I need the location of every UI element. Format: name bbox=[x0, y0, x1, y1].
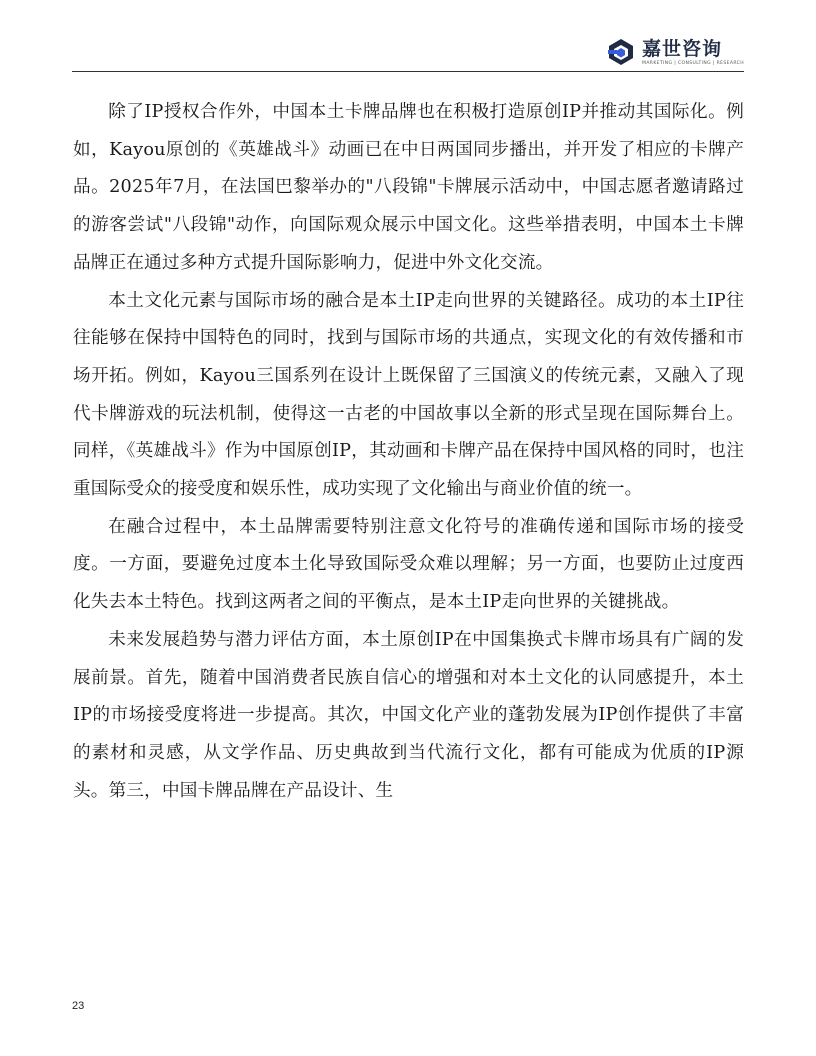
page-header bbox=[72, 28, 744, 72]
paragraph: 未来发展趋势与潜力评估方面，本土原创IP在中国集换式卡牌市场具有广阔的发展前景。首先，随着中国消费者民族自信心的增强和对本土文化的认同感提升，本土IP的市场接受度将进一步提高。其次，中国文化产业的蓬勃发展为IP创作提供了丰富的素材和灵感，从文学作品、历史典故到当代流行文化，都有可能成为优质的IP源头。第三，中国卡牌品牌在产品设计、生 bbox=[73, 629, 744, 801]
document-body bbox=[73, 94, 744, 810]
paragraph: 本土文化元素与国际市场的融合是本土IP走向世界的关键路径。成功的本土IP往往能够在保持中国特色的同时，找到与国际市场的共通点，实现文化的有效传播和市场开拓。例如，Kayou三国系列在设计上既保留了三国演义的传统元素，又融入了现代卡牌游戏的玩法机制，使得这一古老的中国故事以全新的形式呈现在国际舞台上。同样，《英雄战斗》作为中国原创IP，其动画和卡牌产品在保持中国风格的同时，也注重国际受众的接受度和娱乐性，成功实现了文化输出与商业价值的统一。 bbox=[73, 290, 744, 500]
company-logo-icon bbox=[606, 37, 636, 67]
company-logo bbox=[606, 34, 744, 70]
page-number: 23 bbox=[72, 1000, 85, 1012]
logo-text-block bbox=[642, 38, 744, 67]
logo-company-name: 嘉世咨询 bbox=[642, 37, 723, 60]
logo-tagline: MARKETING | CONSULTING | RESEARCH bbox=[642, 60, 744, 66]
header-divider bbox=[72, 71, 744, 72]
paragraph: 除了IP授权合作外，中国本土卡牌品牌也在积极打造原创IP并推动其国际化。例如，Kayou原创的《英雄战斗》动画已在中日两国同步播出，并开发了相应的卡牌产品。2025年7月，在法国巴黎举办的"八段锦"卡牌展示活动中，中国志愿者邀请路过的游客尝试"八段锦"动作，向国际观众展示中国文化。这些举措表明，中国本土卡牌品牌正在通过多种方式提升国际影响力，促进中外文化交流。 bbox=[73, 102, 744, 273]
paragraph: 在融合过程中，本土品牌需要特别注意文化符号的准确传递和国际市场的接受度。一方面，要避免过度本土化导致国际受众难以理解；另一方面，也要防止过度西化失去本土特色。找到这两者之间的平衡点，是本土IP走向世界的关键挑战。 bbox=[73, 516, 744, 613]
